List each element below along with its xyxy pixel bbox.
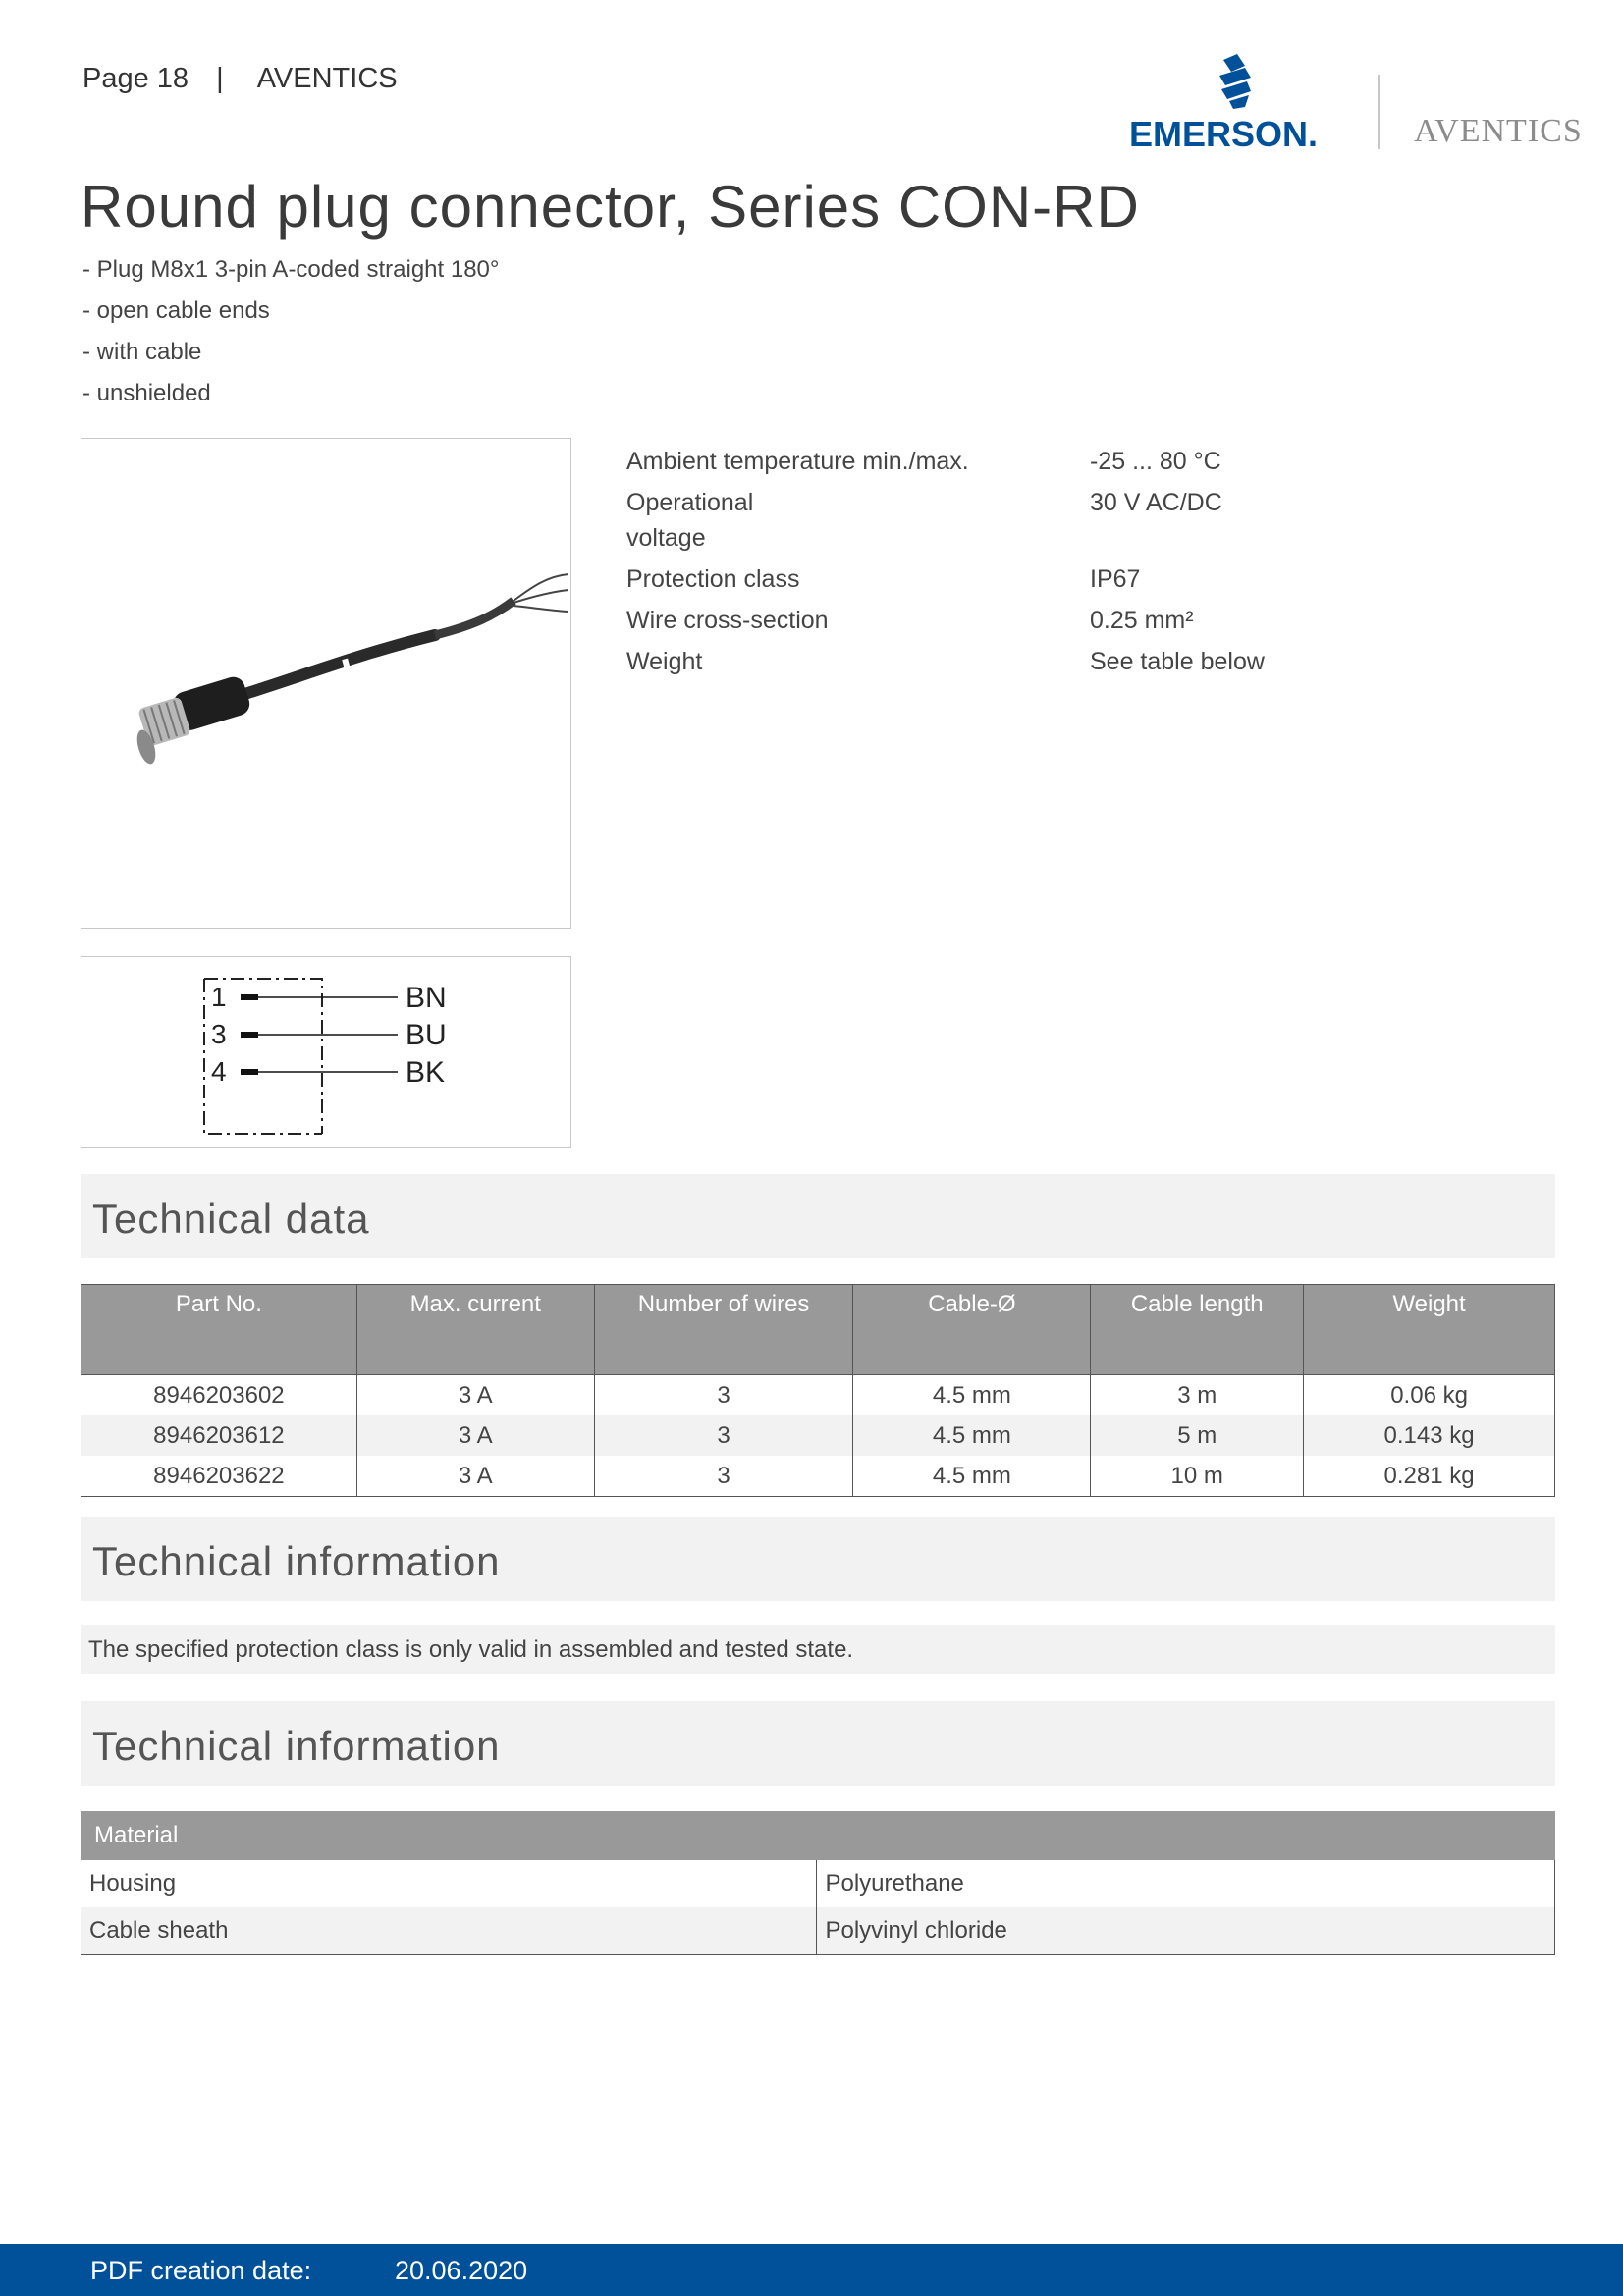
spec-row	[626, 444, 1384, 479]
table-cell: 10 m	[1091, 1456, 1304, 1497]
table-row	[81, 1415, 1555, 1456]
product-image	[81, 438, 571, 929]
material-part: Housing	[81, 1860, 817, 1907]
page-header	[82, 63, 398, 95]
feature-item: - Plug M8x1 3-pin A-coded straight 180°	[82, 256, 500, 283]
pin-number: 3	[211, 1019, 227, 1049]
page-label: Page	[82, 63, 149, 94]
material-table	[81, 1860, 1555, 1955]
header-separator: |	[216, 63, 224, 94]
feature-item: - open cable ends	[82, 297, 270, 324]
footer-date: 20.06.2020	[395, 2256, 528, 2285]
spec-label: Protection class	[626, 565, 800, 593]
table-cell: 5 m	[1091, 1415, 1304, 1456]
technical-information-heading	[81, 1517, 1555, 1601]
column-header: Part No.	[81, 1285, 357, 1375]
table-row	[81, 1375, 1555, 1416]
table-cell: 3	[594, 1375, 853, 1416]
spec-row	[626, 603, 1384, 638]
spec-row	[626, 485, 1384, 556]
table-cell: 3	[594, 1415, 853, 1456]
spec-row	[626, 644, 1384, 679]
table-cell: 4.5 mm	[853, 1375, 1091, 1416]
table-cell: 4.5 mm	[853, 1456, 1091, 1497]
wire-label: BK	[406, 1056, 446, 1089]
material-header	[81, 1811, 1555, 1860]
emerson-emblem-icon	[1219, 54, 1251, 109]
note-text: The specified protection class is only valid in assembled and tested state.	[88, 1636, 854, 1663]
technical-information-heading	[81, 1701, 1555, 1786]
table-cell: 0.281 kg	[1304, 1456, 1555, 1497]
wire-label: BN	[406, 982, 447, 1014]
table-cell: 0.143 kg	[1304, 1415, 1555, 1456]
protection-note	[81, 1625, 1555, 1674]
table-cell: 4.5 mm	[853, 1415, 1091, 1456]
spec-list	[626, 444, 1384, 685]
table-row	[81, 1456, 1555, 1497]
spec-value: 30 V AC/DC	[1090, 489, 1222, 516]
feature-item: - with cable	[82, 339, 202, 365]
section-title: Technical data	[92, 1196, 370, 1242]
pin-diagram	[81, 956, 571, 1148]
aventics-logo: AVENTICS	[1414, 113, 1583, 149]
table-cell: 8946203612	[81, 1415, 357, 1456]
column-header: Cable-Ø	[853, 1285, 1091, 1375]
pin-number: 4	[211, 1056, 227, 1087]
spec-label: Weight	[626, 648, 703, 675]
table-cell: 0.06 kg	[1304, 1375, 1555, 1416]
feature-item: - unshielded	[82, 380, 211, 406]
material-part: Cable sheath	[81, 1907, 817, 1955]
spec-value: 0.25 mm²	[1090, 607, 1194, 634]
page-number: 18	[156, 63, 189, 94]
table-cell: 3	[594, 1456, 853, 1497]
table-cell: 3 A	[356, 1415, 594, 1456]
logo-divider	[1378, 75, 1380, 149]
spec-value: IP67	[1090, 565, 1141, 593]
column-header: Max. current	[356, 1285, 594, 1375]
feature-list	[82, 249, 500, 414]
spec-label: Wire cross-section	[626, 607, 829, 634]
product-title: Round plug connector, Series CON-RD	[81, 174, 1140, 240]
table-row	[81, 1907, 1555, 1955]
footer-bar	[0, 2244, 1623, 2296]
table-header-row	[81, 1285, 1555, 1375]
spec-label: Ambient temperature min./max.	[626, 448, 969, 475]
column-header: Number of wires	[594, 1285, 853, 1375]
spec-value: See table below	[1090, 648, 1265, 675]
wire-label: BU	[406, 1019, 447, 1051]
technical-data-table	[81, 1284, 1555, 1497]
pin-number: 1	[211, 982, 227, 1012]
section-title: Technical information	[92, 1538, 501, 1584]
table-cell: 8946203602	[81, 1375, 357, 1416]
technical-data-heading	[81, 1174, 1555, 1258]
footer-label: PDF creation date:	[90, 2256, 312, 2285]
section-title: Technical information	[92, 1723, 501, 1769]
emerson-logo	[1129, 54, 1340, 152]
material-header-label: Material	[94, 1822, 179, 1848]
column-header: Weight	[1304, 1285, 1555, 1375]
table-cell: 3 A	[356, 1375, 594, 1416]
header-brand: AVENTICS	[256, 63, 398, 94]
table-cell: 8946203622	[81, 1456, 357, 1497]
cable-connector-illustration	[81, 439, 570, 928]
table-row	[81, 1860, 1555, 1907]
emerson-wordmark: EMERSON.	[1129, 114, 1319, 152]
material-value: Polyvinyl chloride	[817, 1907, 1555, 1955]
material-value: Polyurethane	[817, 1860, 1555, 1907]
spec-value: -25 ... 80 °C	[1090, 448, 1221, 475]
column-header: Cable length	[1091, 1285, 1304, 1375]
spec-row	[626, 561, 1384, 597]
table-cell: 3 A	[356, 1456, 594, 1497]
table-cell: 3 m	[1091, 1375, 1304, 1416]
spec-label: Operational voltage	[626, 489, 754, 552]
